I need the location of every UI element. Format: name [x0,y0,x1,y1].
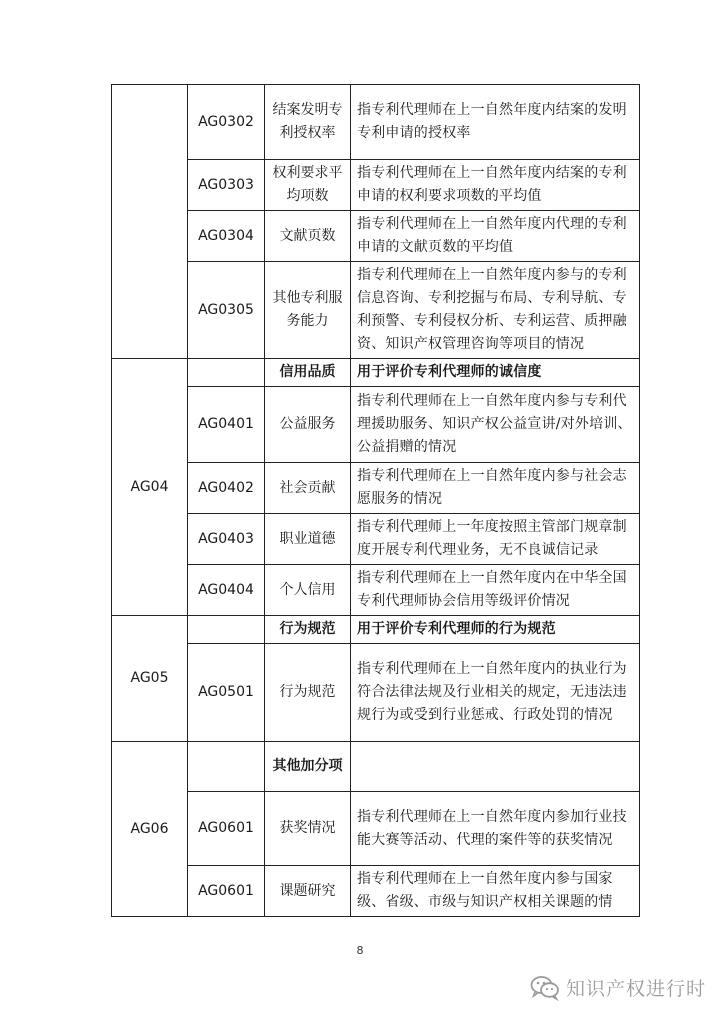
group-header-row [112,742,640,792]
watermark [530,974,706,1001]
indicator-code: AG0601 [188,866,265,917]
group-header-row [112,359,640,387]
empty-code-cell [188,616,265,644]
table-row [112,792,640,866]
watermark-text: 知识产权进行时 [565,978,706,1000]
indicator-code: AG0402 [188,463,265,514]
table-row [112,866,640,917]
group-cell-continued [112,85,188,359]
indicator-description: 指专利代理师在上一自然年度内参与国家级、省级、市级与知识产权相关课题的情 [351,866,640,917]
table-row [112,160,640,211]
indicator-description: 指专利代理师在上一自然年度内参与的专利信息咨询、专利挖掘与布局、专利导航、专利预警、专利侵权分析、专利运营、质押融资、知识产权管理咨询等项目的情况 [351,262,640,359]
indicator-code: AG0305 [188,262,265,359]
indicator-description: 指专利代理师上一年度按照主管部门规章制度开展专利代理业务，无不良诚信记录 [351,514,640,565]
indicator-name: 获奖情况 [265,792,351,866]
empty-code-cell [188,742,265,792]
indicator-code: AG0302 [188,85,265,160]
evaluation-table [111,84,640,917]
indicator-code: AG0303 [188,160,265,211]
indicator-description: 指专利代理师在上一自然年度内参与社会志愿服务的情况 [351,463,640,514]
page-number: 8 [356,944,364,957]
table-row [112,262,640,359]
indicator-code: AG0304 [188,211,265,262]
indicator-name: 个人信用 [265,565,351,616]
empty-code-cell [188,359,265,387]
group-header-name: 信用品质 [265,359,351,387]
indicator-name: 职业道德 [265,514,351,565]
indicator-code: AG0501 [188,644,265,742]
indicator-name: 权利要求平均项数 [265,160,351,211]
group-header-description [351,742,640,792]
table-row [112,514,640,565]
indicator-description: 指专利代理师在上一自然年度内代理的专利申请的文献页数的平均值 [351,211,640,262]
indicator-name: 结案发明专利授权率 [265,85,351,160]
group-header-name: 行为规范 [265,616,351,644]
indicator-name: 社会贡献 [265,463,351,514]
group-code: AG06 [112,742,188,917]
table-row [112,565,640,616]
indicator-name: 行为规范 [265,644,351,742]
group-header-description: 用于评价专利代理师的行为规范 [351,616,640,644]
indicator-code: AG0601 [188,792,265,866]
indicator-name: 其他专利服务能力 [265,262,351,359]
table-row [112,211,640,262]
table-row [112,85,640,160]
indicator-description: 指专利代理师在上一自然年度内参加行业技能大赛等活动、代理的案件等的获奖情况 [351,792,640,866]
indicator-description: 指专利代理师在上一自然年度内结案的发明专利申请的授权率 [351,85,640,160]
table-row [112,644,640,742]
group-header-description: 用于评价专利代理师的诚信度 [351,359,640,387]
table-row [112,387,640,463]
indicator-description: 指专利代理师在上一自然年度内参与专利代理援助服务、知识产权公益宣讲/对外培训、公益捐赠的情况 [351,387,640,463]
indicator-description: 指专利代理师在上一自然年度内的执业行为符合法律法规及行业相关的规定，无违法违规行为或受到行业惩戒、行政处罚的情况 [351,644,640,742]
indicator-code: AG0404 [188,565,265,616]
table-row [112,463,640,514]
indicator-name: 课题研究 [265,866,351,917]
indicator-description: 指专利代理师在上一自然年度内在中华全国专利代理师协会信用等级评价情况 [351,565,640,616]
indicator-name: 文献页数 [265,211,351,262]
indicator-description: 指专利代理师在上一自然年度内结案的专利申请的权利要求项数的平均值 [351,160,640,211]
wechat-icon [530,975,560,1001]
group-code: AG04 [112,359,188,616]
indicator-code: AG0403 [188,514,265,565]
indicator-code: AG0401 [188,387,265,463]
group-header-row [112,616,640,644]
group-header-name: 其他加分项 [265,742,351,792]
group-code: AG05 [112,616,188,742]
indicator-name: 公益服务 [265,387,351,463]
